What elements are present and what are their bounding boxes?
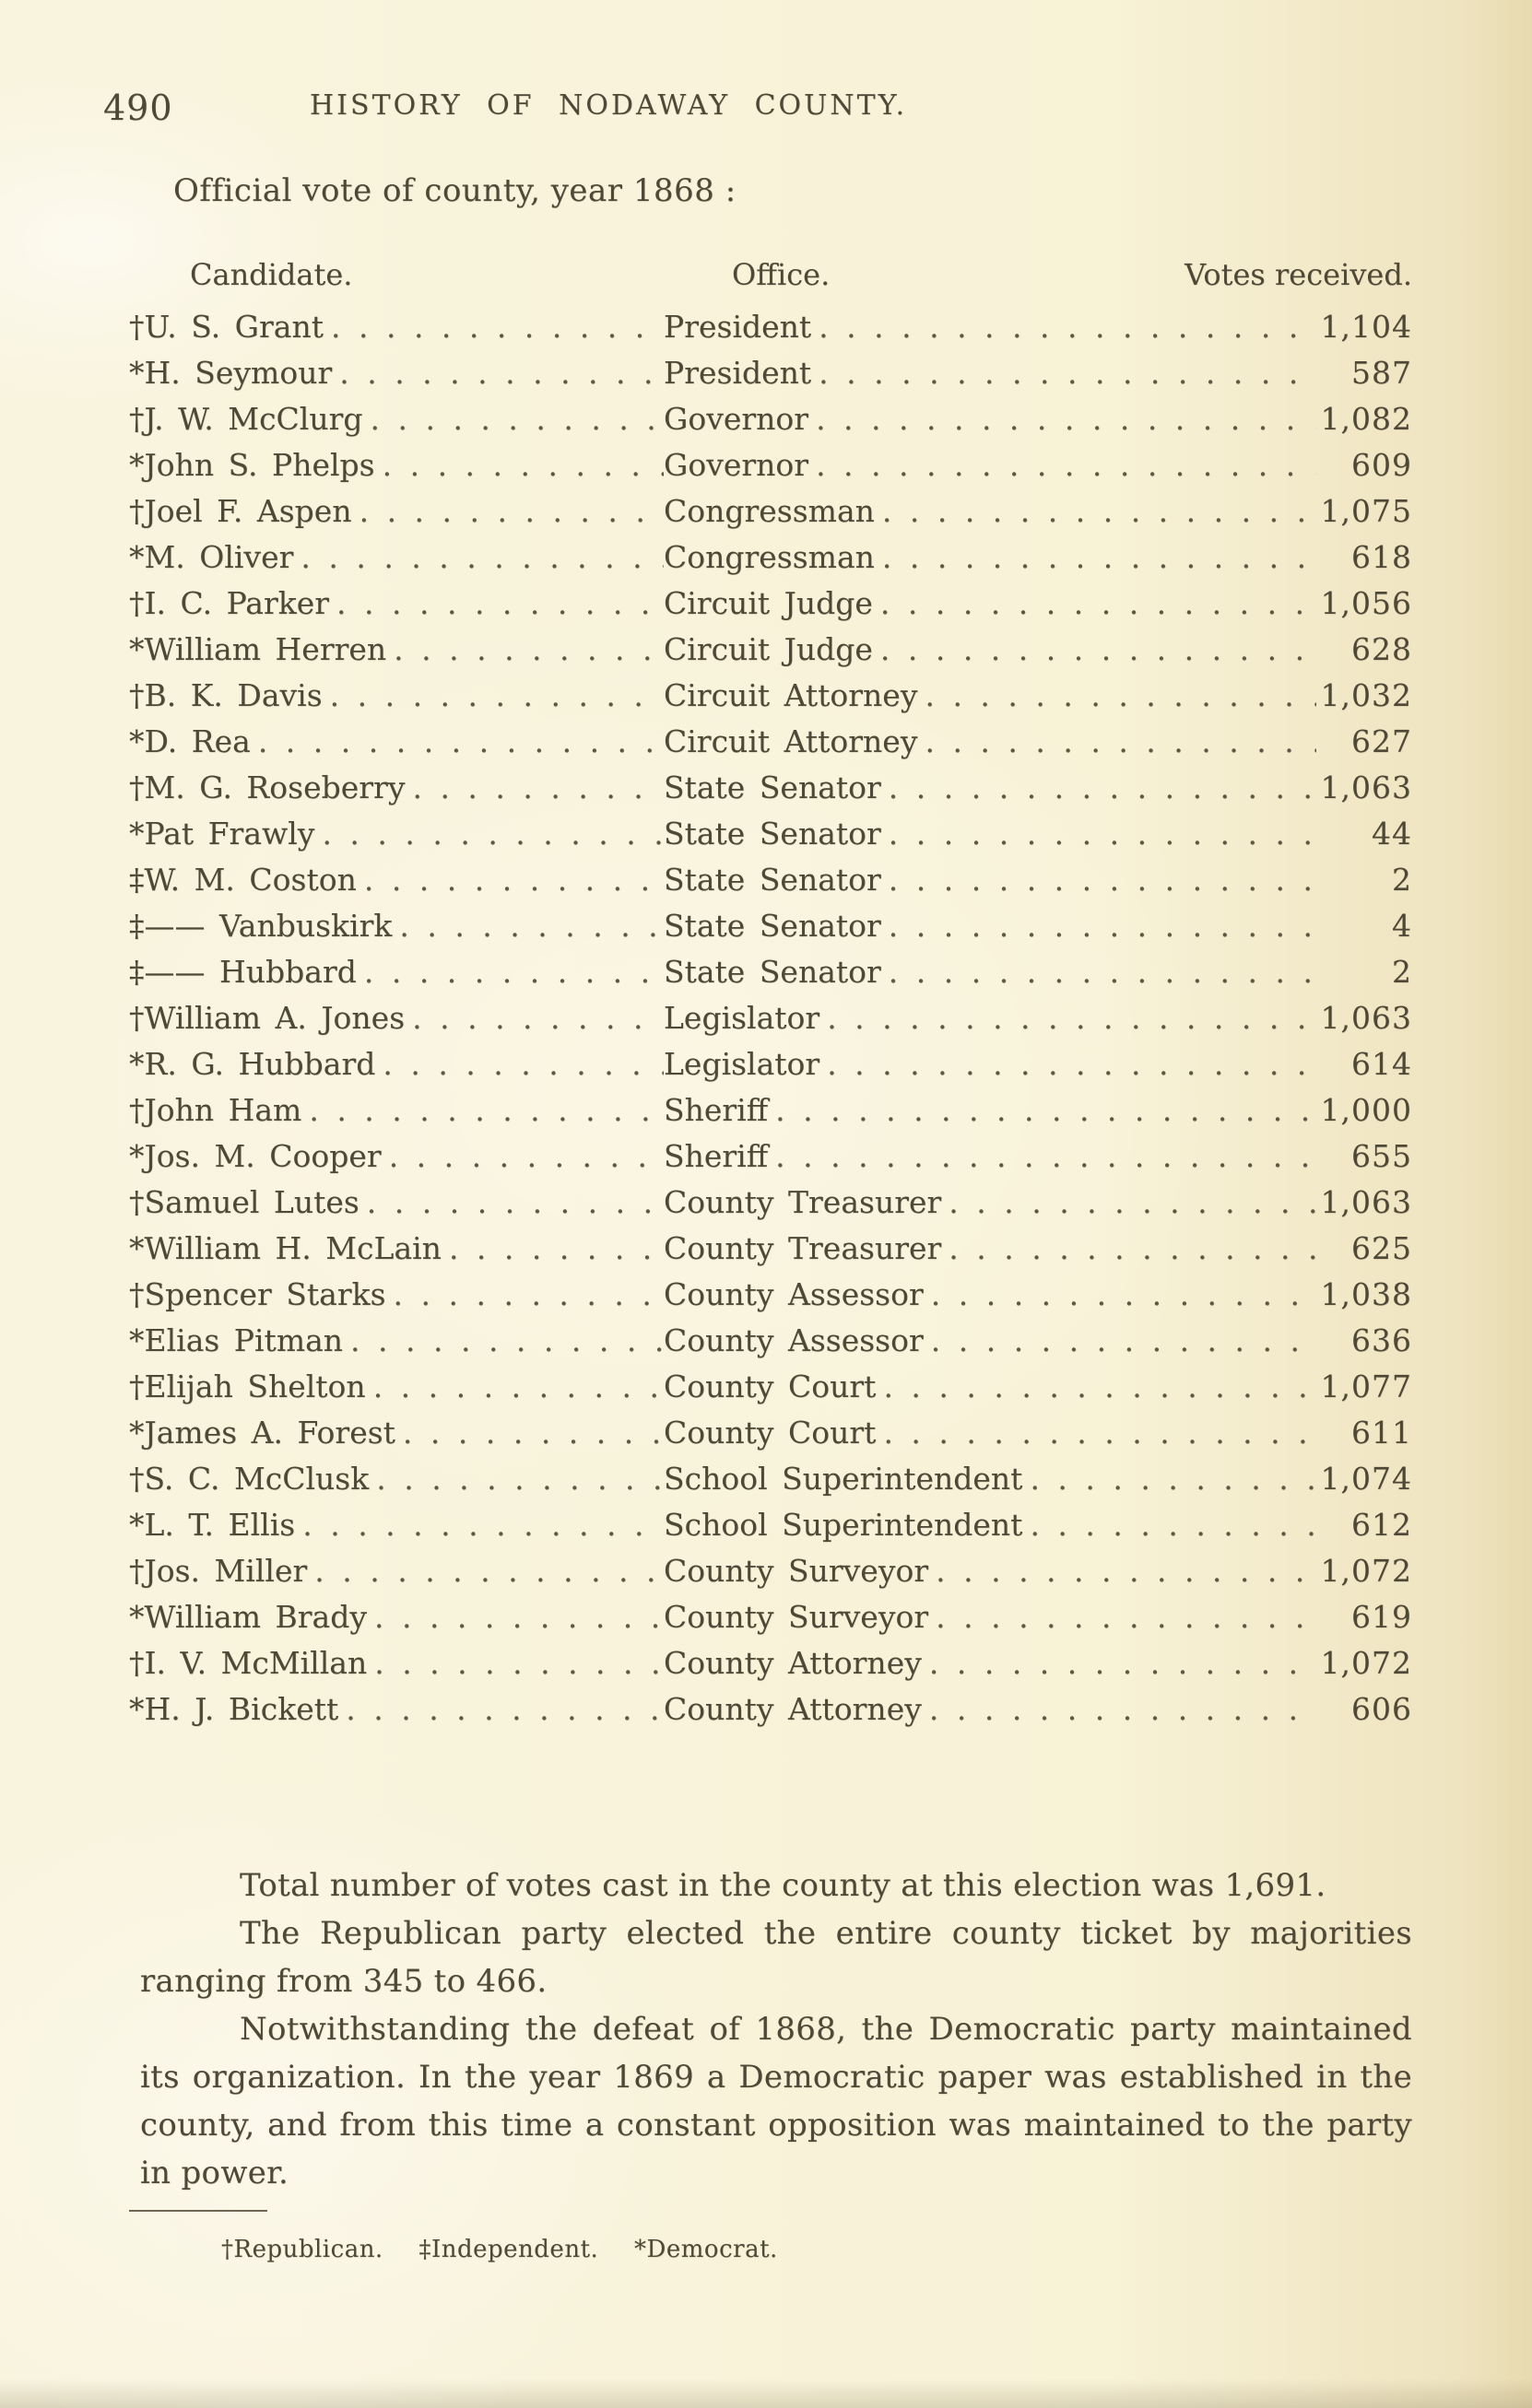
candidate-cell: [129, 1180, 664, 1226]
candidate-name: †Samuel Lutes: [129, 1184, 359, 1220]
office-name: County Treasurer: [664, 1230, 942, 1266]
votes-value: 619: [1351, 1599, 1412, 1635]
dot-leader: [405, 765, 664, 811]
dot-leader: [811, 304, 1316, 350]
candidate-cell: [129, 857, 664, 903]
office-name: County Assessor: [664, 1322, 924, 1358]
office-cell: [664, 627, 1316, 673]
dot-leader: [917, 719, 1316, 765]
candidate-cell: [129, 534, 664, 581]
office-name: Congressman: [664, 493, 875, 529]
candidate-name: †Spencer Starks: [129, 1276, 386, 1312]
votes-value: 1,063: [1320, 1000, 1412, 1036]
office-cell: [664, 1364, 1316, 1410]
running-head: [103, 88, 1412, 132]
dot-leader: [819, 995, 1316, 1041]
candidate-name: †J. W. McClurg: [129, 401, 363, 437]
office-cell: [664, 811, 1316, 857]
votes-value: 1,032: [1320, 677, 1412, 713]
dot-leader: [881, 811, 1316, 857]
office-name: County Treasurer: [664, 1184, 942, 1220]
table-row: [129, 949, 1412, 995]
votes-value: 628: [1351, 631, 1412, 667]
dot-leader: [357, 857, 664, 903]
candidate-cell: [129, 1456, 664, 1502]
dot-leader: [369, 1456, 664, 1502]
table-row: [129, 488, 1412, 534]
office-cell: [664, 1502, 1316, 1548]
votes-value: 612: [1351, 1507, 1412, 1543]
candidate-cell: [129, 719, 664, 765]
votes-value: 1,063: [1320, 769, 1412, 805]
candidate-name: †I. V. McMillan: [129, 1645, 368, 1681]
votes-value: 1,104: [1320, 309, 1412, 345]
office-name: County Court: [664, 1415, 877, 1451]
dot-leader: [375, 1041, 664, 1087]
dot-leader: [876, 1364, 1316, 1410]
office-name: President: [664, 309, 812, 345]
dot-leader: [367, 1594, 664, 1640]
dot-leader: [367, 1640, 664, 1686]
dot-leader: [808, 442, 1316, 488]
office-cell: [664, 1180, 1316, 1226]
candidate-cell: [129, 1364, 664, 1410]
dot-leader: [293, 534, 664, 581]
dot-leader: [307, 1548, 664, 1594]
office-name: County Attorney: [664, 1691, 922, 1727]
office-name: President: [664, 355, 812, 391]
table-row: [129, 1318, 1412, 1364]
dot-leader: [324, 304, 664, 350]
dot-leader: [768, 1134, 1316, 1180]
candidate-name: †John Ham: [129, 1092, 302, 1128]
dot-leader: [386, 1272, 664, 1318]
footnote-rule: [129, 2210, 267, 2212]
office-cell: [664, 488, 1316, 534]
dot-leader: [332, 350, 664, 396]
office-cell: [664, 1686, 1316, 1733]
candidate-cell: [129, 442, 664, 488]
office-name: School Superintendent: [664, 1507, 1023, 1543]
office-cell: [664, 396, 1316, 442]
candidate-cell: [129, 627, 664, 673]
dot-leader: [343, 1318, 664, 1364]
office-name: County Surveyor: [664, 1553, 929, 1589]
votes-value: 44: [1372, 816, 1412, 852]
dot-leader: [768, 1087, 1316, 1134]
candidate-name: †William A. Jones: [129, 1000, 406, 1036]
table-row: [129, 1548, 1412, 1594]
dot-leader: [392, 903, 664, 949]
dot-leader: [924, 1318, 1316, 1364]
candidate-name: †U. S. Grant: [129, 309, 324, 345]
candidate-name: *Elias Pitman: [129, 1322, 344, 1358]
dot-leader: [323, 673, 664, 719]
office-name: Sheriff: [664, 1092, 769, 1128]
candidate-cell: [129, 1640, 664, 1686]
dot-leader: [881, 949, 1316, 995]
paragraph-republican-ticket: The Republican party elected the entire county ticket by majorities ranging from 345 to 466.: [140, 1915, 1412, 2000]
table-row: [129, 304, 1412, 350]
table-row: [129, 1502, 1412, 1548]
table-row: [129, 1226, 1412, 1272]
dot-leader: [366, 1364, 664, 1410]
candidate-cell: [129, 304, 664, 350]
office-cell: [664, 442, 1316, 488]
dot-leader: [924, 1272, 1316, 1318]
votes-value: 627: [1351, 723, 1412, 759]
office-name: School Superintendent: [664, 1461, 1023, 1497]
footnote-independent: ‡Independent.: [418, 2236, 599, 2263]
candidate-cell: [129, 488, 664, 534]
table-row: [129, 1686, 1412, 1733]
paragraph-democratic-party: Notwithstanding the defeat of 1868, the Democratic party maintained its organization. In the year 1869 a Democratic paper was established in the county, and from this time a constant opposition was maintained to the party in power.: [140, 2011, 1412, 2191]
table-row: [129, 396, 1412, 442]
votes-value: 1,072: [1320, 1645, 1412, 1681]
candidate-name: †Elijah Shelton: [129, 1368, 366, 1404]
candidate-cell: [129, 1226, 664, 1272]
office-cell: [664, 1134, 1316, 1180]
votes-value: 587: [1351, 355, 1412, 391]
column-header-candidate: Candidate.: [190, 257, 353, 292]
table-row: [129, 1134, 1412, 1180]
candidate-cell: [129, 673, 664, 719]
office-cell: [664, 1272, 1316, 1318]
candidate-cell: [129, 949, 664, 995]
dot-leader: [442, 1226, 664, 1272]
dot-leader: [881, 903, 1316, 949]
office-name: Legislator: [664, 1046, 820, 1082]
candidate-name: *Jos. M. Cooper: [129, 1138, 382, 1174]
office-cell: [664, 581, 1316, 627]
dot-leader: [873, 627, 1316, 673]
votes-value: 4: [1392, 908, 1412, 944]
office-cell: [664, 995, 1316, 1041]
office-cell: [664, 673, 1316, 719]
table-row: [129, 1640, 1412, 1686]
candidate-name: *John S. Phelps: [129, 447, 375, 483]
office-name: County Attorney: [664, 1645, 922, 1681]
candidate-name: *Pat Frawly: [129, 816, 315, 852]
candidate-cell: [129, 1410, 664, 1456]
votes-value: 1,075: [1320, 493, 1412, 529]
office-name: Circuit Attorney: [664, 677, 918, 713]
office-cell: [664, 350, 1316, 396]
dot-leader: [352, 488, 664, 534]
table-row: [129, 1087, 1412, 1134]
dot-leader: [881, 765, 1316, 811]
votes-value: 1,063: [1320, 1184, 1412, 1220]
dot-leader: [359, 1180, 664, 1226]
dot-leader: [329, 581, 664, 627]
candidate-name: *D. Rea: [129, 723, 251, 759]
candidate-cell: [129, 1548, 664, 1594]
paragraph-total-votes: Total number of votes cast in the county at this election was 1,691.: [240, 1867, 1326, 1904]
candidate-cell: [129, 1272, 664, 1318]
office-name: Circuit Judge: [664, 585, 873, 621]
office-name: County Surveyor: [664, 1599, 929, 1635]
table-row: [129, 1594, 1412, 1640]
office-name: State Senator: [664, 862, 881, 898]
candidate-cell: [129, 811, 664, 857]
votes-value: 2: [1392, 862, 1412, 898]
column-header-votes: Votes received.: [1184, 257, 1412, 292]
candidate-name: *William Brady: [129, 1599, 367, 1635]
candidate-name: *James A. Forest: [129, 1415, 395, 1451]
table-row: [129, 673, 1412, 719]
votes-value: 618: [1351, 539, 1412, 575]
votes-value: 1,082: [1320, 401, 1412, 437]
votes-value: 2: [1392, 954, 1412, 990]
table-row: [129, 581, 1412, 627]
office-name: State Senator: [664, 908, 881, 944]
table-row: [129, 350, 1412, 396]
votes-value: 609: [1351, 447, 1412, 483]
candidate-cell: [129, 1594, 664, 1640]
office-name: County Court: [664, 1368, 877, 1404]
candidate-name: *H. J. Bickett: [129, 1691, 339, 1727]
office-name: County Assessor: [664, 1276, 924, 1312]
footnote-legend: [221, 2236, 1412, 2263]
votes-value: 614: [1351, 1046, 1412, 1082]
votes-value: 1,038: [1320, 1276, 1412, 1312]
votes-value: 1,056: [1320, 585, 1412, 621]
office-cell: [664, 1640, 1316, 1686]
candidate-name: ‡W. M. Coston: [129, 862, 357, 898]
candidate-cell: [129, 765, 664, 811]
dot-leader: [1022, 1502, 1316, 1548]
candidate-cell: [129, 995, 664, 1041]
votes-value: 1,077: [1320, 1368, 1412, 1404]
office-cell: [664, 765, 1316, 811]
candidate-cell: [129, 903, 664, 949]
dot-leader: [382, 1134, 664, 1180]
column-header-office: Office.: [732, 257, 831, 292]
candidate-cell: [129, 1686, 664, 1733]
candidate-cell: [129, 1502, 664, 1548]
dot-leader: [922, 1640, 1316, 1686]
table-row: [129, 719, 1412, 765]
office-cell: [664, 1548, 1316, 1594]
table-row: [129, 442, 1412, 488]
dot-leader: [295, 1502, 664, 1548]
dot-leader: [875, 534, 1316, 581]
candidate-name: †Jos. Miller: [129, 1553, 308, 1589]
votes-value: 655: [1351, 1138, 1412, 1174]
dot-leader: [873, 581, 1316, 627]
footnote-republican: †Republican.: [221, 2236, 383, 2263]
candidate-name: *R. G. Hubbard: [129, 1046, 376, 1082]
table-row: [129, 627, 1412, 673]
votes-value: 1,000: [1320, 1092, 1412, 1128]
vote-table-header: [129, 254, 1412, 295]
office-name: Governor: [664, 447, 809, 483]
dot-leader: [875, 488, 1316, 534]
office-name: Congressman: [664, 539, 875, 575]
dot-leader: [917, 673, 1316, 719]
votes-value: 1,072: [1320, 1553, 1412, 1589]
dot-leader: [386, 627, 664, 673]
office-name: Circuit Attorney: [664, 723, 918, 759]
table-row: [129, 765, 1412, 811]
dot-leader: [314, 811, 664, 857]
candidate-cell: [129, 1087, 664, 1134]
votes-value: 606: [1351, 1691, 1412, 1727]
candidate-cell: [129, 396, 664, 442]
dot-leader: [301, 1087, 664, 1134]
votes-value: 625: [1351, 1230, 1412, 1266]
vote-table-body: [129, 304, 1412, 1733]
dot-leader: [881, 857, 1316, 903]
candidate-cell: [129, 581, 664, 627]
table-row: [129, 1180, 1412, 1226]
table-row: [129, 903, 1412, 949]
dot-leader: [808, 396, 1316, 442]
office-cell: [664, 719, 1316, 765]
table-row: [129, 1410, 1412, 1456]
office-cell: [664, 1410, 1316, 1456]
body-text: [140, 1862, 1412, 2197]
candidate-name: †B. K. Davis: [129, 677, 323, 713]
votes-value: 1,074: [1320, 1461, 1412, 1497]
candidate-name: *William Herren: [129, 631, 387, 667]
section-intro: Official vote of county, year 1868 :: [173, 172, 737, 209]
candidate-name: †Joel F. Aspen: [129, 493, 352, 529]
table-row: [129, 1041, 1412, 1087]
office-name: State Senator: [664, 816, 881, 852]
office-cell: [664, 1226, 1316, 1272]
office-cell: [664, 1318, 1316, 1364]
office-name: Circuit Judge: [664, 631, 873, 667]
office-name: State Senator: [664, 954, 881, 990]
table-row: [129, 1456, 1412, 1502]
dot-leader: [363, 396, 664, 442]
dot-leader: [876, 1410, 1316, 1456]
candidate-cell: [129, 1318, 664, 1364]
office-name: Governor: [664, 401, 809, 437]
dot-leader: [375, 442, 664, 488]
dot-leader: [941, 1226, 1316, 1272]
office-cell: [664, 304, 1316, 350]
votes-value: 611: [1351, 1415, 1412, 1451]
dot-leader: [941, 1180, 1316, 1226]
dot-leader: [338, 1686, 664, 1733]
vote-table: [129, 254, 1412, 1733]
running-title: HISTORY OF NODAWAY COUNTY.: [310, 89, 908, 122]
candidate-name: *M. Oliver: [129, 539, 294, 575]
votes-value: 636: [1351, 1322, 1412, 1358]
candidate-name: ‡—— Hubbard: [129, 954, 357, 990]
dot-leader: [251, 719, 664, 765]
office-cell: [664, 534, 1316, 581]
candidate-cell: [129, 1134, 664, 1180]
candidate-name: †I. C. Parker: [129, 585, 330, 621]
dot-leader: [811, 350, 1316, 396]
office-cell: [664, 1456, 1316, 1502]
office-cell: [664, 857, 1316, 903]
office-cell: [664, 903, 1316, 949]
footnote-democrat: *Democrat.: [634, 2236, 778, 2263]
dot-leader: [1022, 1456, 1316, 1502]
dot-leader: [928, 1548, 1316, 1594]
office-cell: [664, 1041, 1316, 1087]
table-row: [129, 1364, 1412, 1410]
dot-leader: [819, 1041, 1316, 1087]
dot-leader: [922, 1686, 1316, 1733]
candidate-name: *H. Seymour: [129, 355, 333, 391]
office-name: State Senator: [664, 769, 881, 805]
candidate-name: *L. T. Ellis: [129, 1507, 296, 1543]
table-row: [129, 995, 1412, 1041]
page-number: 490: [103, 88, 173, 128]
office-name: Legislator: [664, 1000, 820, 1036]
candidate-name: †M. G. Roseberry: [129, 769, 406, 805]
office-cell: [664, 949, 1316, 995]
table-row: [129, 1272, 1412, 1318]
office-cell: [664, 1087, 1316, 1134]
table-row: [129, 857, 1412, 903]
office-cell: [664, 1594, 1316, 1640]
candidate-name: ‡—— Vanbuskirk: [129, 908, 393, 944]
candidate-name: †S. C. McClusk: [129, 1461, 370, 1497]
dot-leader: [405, 995, 664, 1041]
dot-leader: [357, 949, 664, 995]
table-row: [129, 534, 1412, 581]
dot-leader: [928, 1594, 1316, 1640]
candidate-cell: [129, 1041, 664, 1087]
candidate-cell: [129, 350, 664, 396]
office-name: Sheriff: [664, 1138, 769, 1174]
candidate-name: *William H. McLain: [129, 1230, 442, 1266]
dot-leader: [395, 1410, 664, 1456]
table-row: [129, 811, 1412, 857]
